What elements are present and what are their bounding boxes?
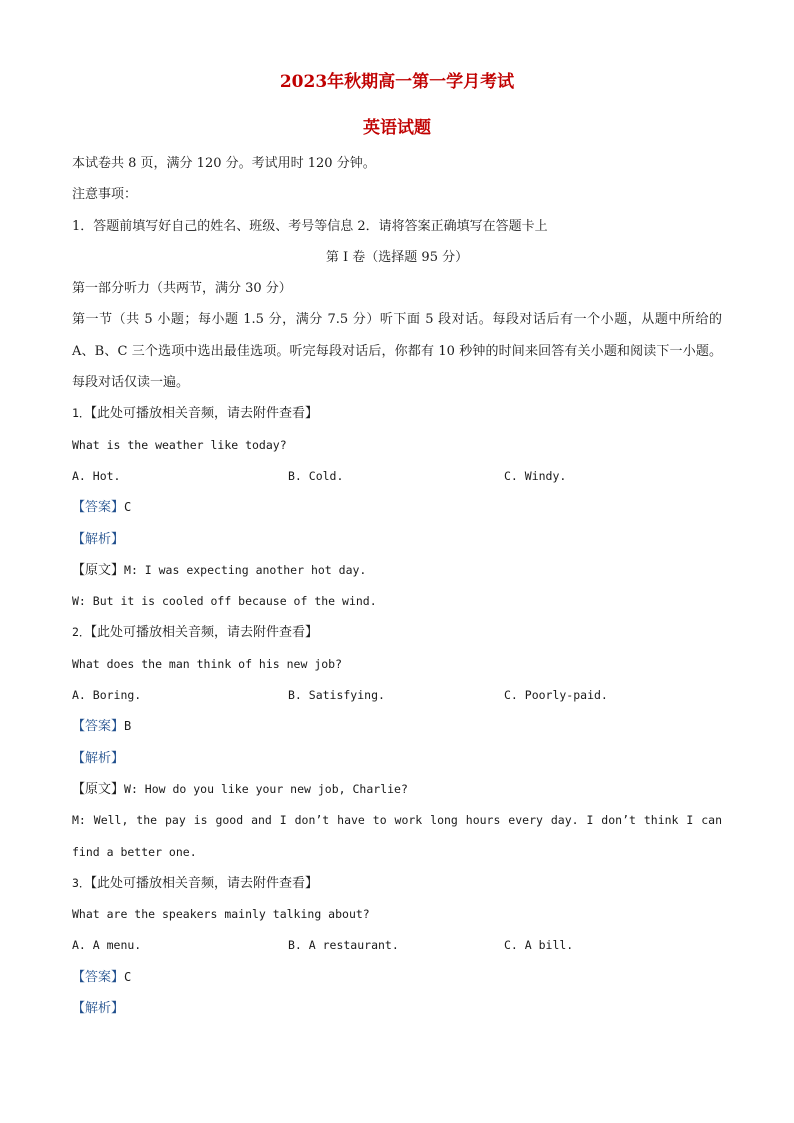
answer-value: C: [124, 969, 132, 984]
option-b: B. A restaurant.: [288, 938, 399, 953]
option-c: C. Windy.: [504, 468, 567, 483]
audio-note: 【此处可播放相关音频，请去附件查看】: [90, 875, 318, 891]
option-a: A. Boring.: [72, 688, 142, 703]
question-1-transcript-2: W: But it is cooled off because of the wind.: [72, 594, 377, 609]
question-2-text: What does the man think of his new job?: [72, 656, 343, 671]
answer-value: B: [124, 719, 132, 734]
option-c: C. Poorly-paid.: [504, 688, 608, 703]
notice-heading: 注意事项：: [72, 187, 138, 203]
answer-value: C: [124, 500, 132, 515]
question-1-transcript-1: [72, 555, 722, 586]
exam-subtitle: 英语试题: [363, 118, 431, 138]
option-c: C. A bill.: [504, 938, 574, 953]
question-2-answer: [72, 711, 722, 742]
option-a: A. A menu.: [72, 938, 142, 953]
question-2-options: [72, 680, 722, 711]
question-3-text: What are the speakers mainly talking about?: [72, 907, 370, 922]
question-3-header: [72, 868, 722, 899]
question-1-options: [72, 461, 722, 492]
question-1-analysis-label: 【解析】: [72, 531, 125, 547]
audio-note: 【此处可播放相关音频，请去附件查看】: [90, 625, 318, 641]
question-number: 3．: [72, 875, 91, 890]
question-2-transcript-1: [72, 774, 722, 805]
exam-title: 2023年秋期高一第一学月考试: [279, 72, 515, 92]
answer-label: 【答案】: [72, 500, 125, 516]
question-3-analysis-label: 【解析】: [72, 1001, 125, 1017]
question-1-answer: [72, 492, 722, 523]
notice-item: 1．答题前填写好自己的姓名、班级、考号等信息 2．请将答案正确填写在答题卡上: [72, 218, 548, 234]
answer-label: 【答案】: [72, 719, 125, 735]
option-b: B. Satisfying.: [288, 688, 385, 703]
question-number: 1．: [72, 406, 91, 421]
option-a: A. Hot.: [72, 468, 121, 483]
question-number: 2．: [72, 625, 91, 640]
question-1-header: [72, 398, 722, 429]
question-3-options: [72, 930, 722, 961]
part-heading: 第一部分听力（共两节，满分 30 分）: [72, 281, 292, 297]
question-3-answer: [72, 962, 722, 993]
exam-info: 本试卷共 8 页，满分 120 分。考试用时 120 分钟。: [72, 156, 376, 171]
question-2-header: [72, 617, 722, 648]
original-label: 【原文】: [72, 562, 125, 578]
audio-note: 【此处可播放相关音频，请去附件查看】: [90, 406, 318, 422]
question-1-text: What is the weather like today?: [72, 437, 287, 452]
answer-label: 【答案】: [72, 969, 125, 985]
question-2-transcript-2: M: Well, the pay is good and I don’t have to work long hours every day. I don’t think I can find a better one.: [72, 813, 722, 859]
document-page: [72, 70, 722, 1024]
transcript-line: W: How do you like your new job, Charlie?: [124, 781, 408, 796]
option-b: B. Cold.: [288, 468, 344, 483]
question-2-analysis-label: 【解析】: [72, 750, 125, 766]
transcript-line: M: I was expecting another hot day.: [124, 562, 367, 577]
original-label: 【原文】: [72, 781, 125, 797]
section-instructions: 第一节（共 5 小题；每小题 1.5 分，满分 7.5 分）听下面 5 段对话。每段对话后有一个小题，从题中所给的 A、B、C 三个选项中选出最佳选项。听完每段对话后，你都有 10 秒钟的时间来回答有关小题和阅读下一小题。每段对话仅读一遍。: [72, 312, 722, 391]
volume-heading: 第 I 卷（选择题 95 分）: [325, 249, 469, 265]
